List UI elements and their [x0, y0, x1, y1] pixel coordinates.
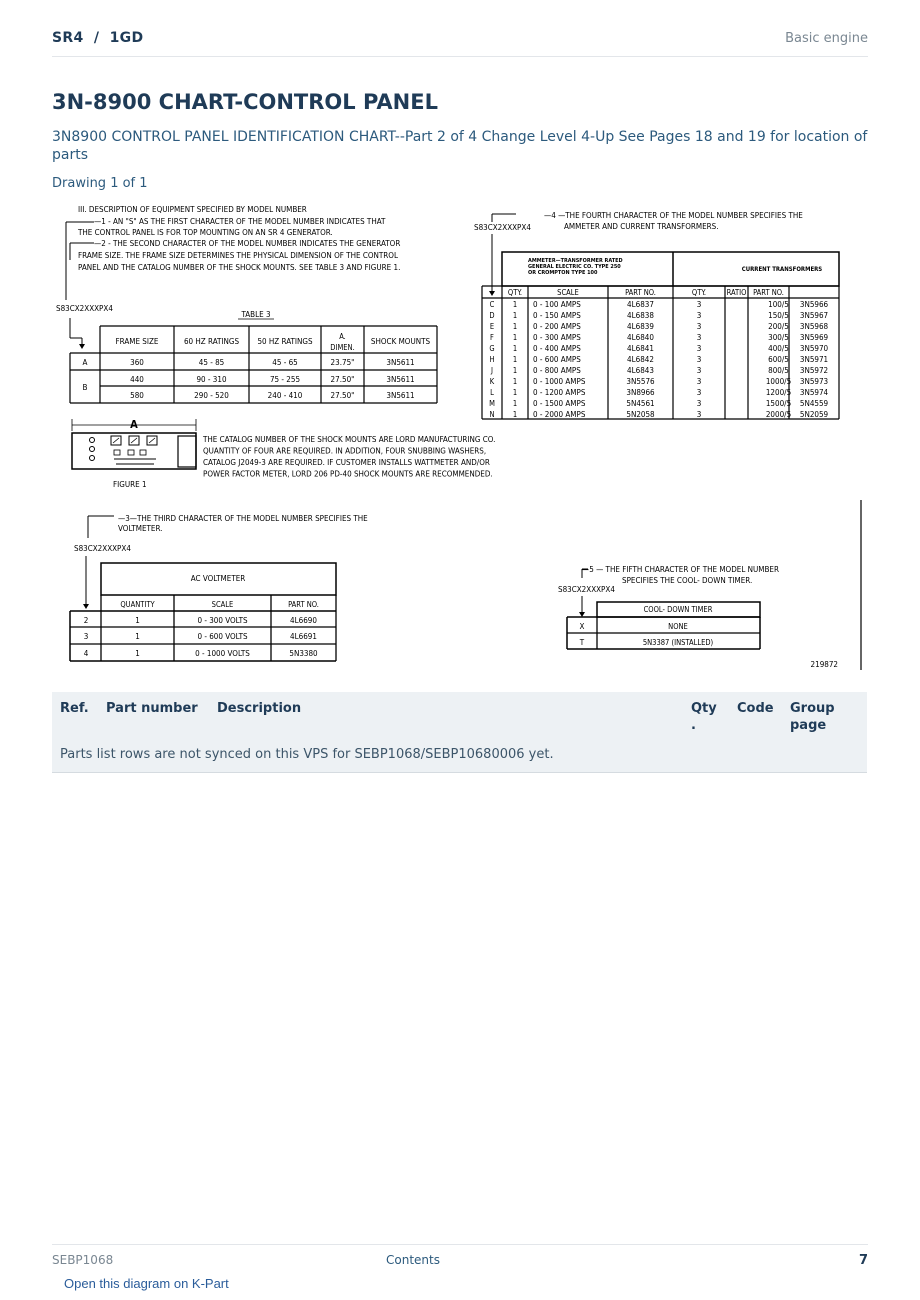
table3-header: SHOCK MOUNTS: [370, 337, 431, 346]
voltmeter-header: PART NO.: [288, 600, 319, 609]
voltmeter-header: SCALE: [211, 600, 234, 609]
table3-header: 50 HZ RATINGS: [257, 337, 313, 346]
ammeter-cell: 0 - 100 AMPS: [533, 300, 581, 309]
page-title: 3N-8900 CHART-CONTROL PANEL: [52, 90, 438, 114]
ct-cell: 3N5974: [799, 388, 829, 397]
table3-cell: 580: [130, 391, 144, 400]
timer-header: COOL- DOWN TIMER: [643, 605, 713, 614]
voltmeter-cell: 0 - 1000 VOLTS: [195, 649, 250, 658]
ct-cell: 300/5: [768, 333, 789, 342]
figure1-note: THE CATALOG NUMBER OF THE SHOCK MOUNTS ARE LORD MANUFACTURING CO.: [203, 435, 496, 444]
model-number: S83CX2XXXPX4: [56, 304, 113, 313]
document-id: SEBP1068: [52, 1253, 114, 1267]
table3-cell: 3N5611: [386, 391, 415, 400]
ct-cell: 3N5966: [799, 300, 829, 309]
breadcrumb[interactable]: SR4 / 1GD: [52, 30, 144, 46]
ammeter-cell: 1: [512, 399, 518, 408]
voltmeter-row-code: 4: [83, 649, 89, 658]
section-label: Basic engine: [785, 31, 868, 46]
table3-cell: 27.50": [330, 391, 355, 400]
ct-cell: 3N5969: [799, 333, 829, 342]
section4-text: AMMETER AND CURRENT TRANSFORMERS.: [564, 222, 719, 231]
section3-text: —1 - AN "S" AS THE FIRST CHARACTER OF THE MODEL NUMBER INDICATES THAT: [94, 217, 386, 226]
ammeter-header: QTY.: [507, 288, 523, 297]
ct-cell: 100/5: [768, 300, 789, 309]
ct-cell: 1500/5: [765, 399, 792, 408]
timer-row-code: X: [579, 622, 585, 631]
voltmeter-row-code: 2: [83, 616, 89, 625]
ct-cell: 3: [696, 366, 702, 375]
ct-cell: 3: [696, 410, 702, 419]
ammeter-row-code: N: [489, 410, 495, 419]
ct-cell: 400/5: [768, 344, 789, 353]
page-subtitle: 3N8900 CONTROL PANEL IDENTIFICATION CHART--Part 2 of 4 Change Level 4-Up See Pages 18 and 19 for location of parts: [52, 129, 868, 163]
ct-cell: 1200/5: [765, 388, 792, 397]
section3v-text: VOLTMETER.: [118, 524, 163, 533]
voltmeter-row-code: 3: [83, 632, 89, 641]
ct-cell: 5N2059: [799, 410, 829, 419]
section5-text: SPECIFIES THE COOL- DOWN TIMER.: [622, 576, 753, 585]
voltmeter-header: QUANTITY: [120, 600, 155, 609]
ct-cell: 3: [696, 300, 702, 309]
ammeter-header: PART NO.: [625, 288, 656, 297]
drawing-line: [113, 438, 119, 443]
ammeter-cell: 1: [512, 311, 518, 320]
figure1-caption: FIGURE 1: [113, 480, 147, 489]
ammeter-row-code: M: [489, 399, 495, 408]
figure1-dimension: A: [130, 418, 138, 431]
ammeter-cell: 4L6838: [627, 311, 654, 320]
table3-cell: 75 - 255: [269, 375, 301, 384]
panel-knob: [90, 438, 95, 443]
section5-text: —5 — THE FIFTH CHARACTER OF THE MODEL NUMBER: [582, 565, 779, 574]
ammeter-cell: 1: [512, 322, 518, 331]
table3-row-code: A: [82, 358, 88, 367]
ammeter-cell: 4L6842: [627, 355, 654, 364]
col-description: Description: [217, 701, 302, 716]
voltmeter-group-title: AC VOLTMETER: [190, 574, 246, 583]
col-part-number: Part number: [106, 701, 198, 716]
ammeter-row-code: L: [490, 388, 494, 397]
table3-cell: 45 - 65: [272, 358, 298, 367]
ammeter-row-code: D: [489, 311, 495, 320]
timer-cell: NONE: [668, 622, 688, 631]
ammeter-row-code: E: [489, 322, 495, 331]
ammeter-cell: 1: [512, 410, 518, 419]
diagram-image: [56, 200, 868, 675]
voltmeter-cell: 4L6690: [290, 616, 317, 625]
ammeter-row-code: C: [489, 300, 495, 309]
ct-cell: 200/5: [768, 322, 789, 331]
ammeter-cell: 0 - 200 AMPS: [533, 322, 581, 331]
ct-cell: 3N5967: [799, 311, 829, 320]
drawing-number: 219872: [810, 660, 838, 669]
ammeter-cell: 5N4561: [626, 399, 655, 408]
ammeter-cell: 4L6840: [627, 333, 654, 342]
ammeter-cell: 0 - 300 AMPS: [533, 333, 581, 342]
model-number: S83CX2XXXPX4: [474, 223, 531, 232]
table3-cell: 360: [130, 358, 144, 367]
ammeter-group-title: OR CROMPTON TYPE 100: [528, 270, 598, 276]
ammeter-cell: 4L6839: [627, 322, 654, 331]
table3-cell: 290 - 520: [194, 391, 229, 400]
ct-cell: 3: [696, 399, 702, 408]
drawing-label: Drawing 1 of 1: [52, 176, 148, 191]
voltmeter-cell: 1: [135, 649, 140, 658]
ammeter-row-code: J: [491, 366, 493, 375]
ammeter-cell: 1: [512, 300, 518, 309]
ammeter-header: PART NO.: [753, 288, 784, 297]
figure1-note: POWER FACTOR METER, LORD 206 PD-40 SHOCK MOUNTS ARE RECOMMENDED.: [203, 469, 493, 479]
table3-header: DIMEN.: [330, 343, 355, 352]
section3-text: III. DESCRIPTION OF EQUIPMENT SPECIFIED BY MODEL NUMBER: [78, 205, 307, 214]
section3-text: PANEL AND THE CATALOG NUMBER OF THE SHOCK MOUNTS. SEE TABLE 3 AND FIGURE 1.: [78, 263, 401, 272]
table3-cell: 23.75": [330, 358, 355, 367]
ct-cell: 2000/5: [765, 410, 792, 419]
table3-row-code: B: [82, 383, 88, 392]
ct-cell: 3: [696, 388, 702, 397]
kpart-link[interactable]: Open this diagram on K-Part: [64, 1276, 229, 1291]
model-number: S83CX2XXXPX4: [558, 585, 615, 594]
voltmeter-cell: 4L6691: [290, 632, 317, 641]
timer-row-code: T: [579, 638, 585, 647]
ct-cell: 3: [696, 322, 702, 331]
ammeter-cell: 0 - 150 AMPS: [533, 311, 581, 320]
ammeter-cell: 0 - 1000 AMPS: [533, 377, 586, 386]
table3-cell: 90 - 310: [196, 375, 227, 384]
panel-knob: [90, 447, 95, 452]
voltmeter-cell: 5N3380: [289, 649, 318, 658]
ammeter-row-code: H: [489, 355, 495, 364]
page-number: 7: [858, 1253, 868, 1268]
ammeter-cell: 1: [512, 333, 518, 342]
drawing-box: [114, 450, 120, 455]
model-number: S83CX2XXXPX4: [74, 544, 131, 553]
parts-list: [52, 692, 867, 773]
ct-cell: 3: [696, 355, 702, 364]
ammeter-cell: 1: [512, 344, 518, 353]
ct-group-title: CURRENT TRANSFORMERS: [741, 266, 823, 273]
figure1-note: QUANTITY OF FOUR ARE REQUIRED. IN ADDITION, FOUR SNUBBING WASHERS,: [203, 446, 487, 456]
arrow-head: [489, 291, 495, 296]
ct-cell: 3N5968: [799, 322, 829, 331]
ammeter-header: QTY.: [691, 288, 707, 297]
arrow-head: [79, 344, 85, 349]
ammeter-cell: 1: [512, 388, 518, 397]
section3v-text: —3—THE THIRD CHARACTER OF THE MODEL NUMBER SPECIFIES THE: [118, 514, 368, 523]
ct-cell: 3: [696, 311, 702, 320]
table3-header: FRAME SIZE: [115, 337, 159, 346]
voltmeter-cell: 0 - 300 VOLTS: [197, 616, 248, 625]
section3-text: —2 - THE SECOND CHARACTER OF THE MODEL NUMBER INDICATES THE GENERATOR: [94, 239, 401, 248]
ammeter-row-code: K: [489, 377, 495, 386]
ct-cell: 800/5: [768, 366, 789, 375]
ammeter-group-title: GENERAL ELECTRIC CO. TYPE 250: [528, 264, 621, 270]
panel-knob: [90, 456, 95, 461]
table3-cell: 240 - 410: [267, 391, 303, 400]
ammeter-cell: 3N5576: [626, 377, 655, 386]
parts-list-note: Parts list rows are not synced on this VPS for SEBP1068/SEBP10680006 yet.: [60, 747, 554, 762]
ammeter-cell: 0 - 600 AMPS: [533, 355, 581, 364]
voltmeter-cell: 0 - 600 VOLTS: [197, 632, 248, 641]
drawing-box: [128, 450, 134, 455]
table3-cell: 3N5611: [386, 358, 415, 367]
drawing-line: [149, 438, 155, 443]
ammeter-row-code: G: [489, 344, 495, 353]
ct-cell: 3N5972: [799, 366, 829, 375]
table3-cell: 440: [130, 375, 144, 384]
figure1-note: CATALOG J2049-3 ARE REQUIRED. IF CUSTOMER INSTALLS WATTMETER AND/OR: [203, 458, 490, 467]
ammeter-cell: 4L6841: [627, 344, 654, 353]
drawing-line: [131, 438, 137, 443]
ammeter-group-title: AMMETER—TRANSFORMER RATED: [528, 258, 623, 264]
contents-link[interactable]: Contents: [386, 1253, 440, 1267]
ammeter-cell: 0 - 2000 AMPS: [533, 410, 586, 419]
ct-cell: 3: [696, 333, 702, 342]
timer-cell: 5N3387 (INSTALLED): [642, 638, 714, 647]
ammeter-cell: 0 - 800 AMPS: [533, 366, 581, 375]
ct-cell: 3N5971: [799, 355, 829, 364]
section3-text: THE CONTROL PANEL IS FOR TOP MOUNTING ON AN SR 4 GENERATOR.: [78, 228, 333, 237]
col-qty: Qty .: [691, 701, 717, 733]
ammeter-cell: 1: [512, 377, 518, 386]
ct-cell: 1000/5: [765, 377, 792, 386]
arrow-head: [83, 604, 89, 609]
col-ref: Ref.: [60, 701, 89, 716]
drawing-box: [178, 436, 196, 467]
ammeter-cell: 3N8966: [626, 388, 655, 397]
ammeter-row-code: F: [490, 333, 494, 342]
ammeter-cell: 1: [512, 366, 518, 375]
table3-header: A.: [339, 332, 346, 341]
ammeter-cell: 0 - 1200 AMPS: [533, 388, 586, 397]
ct-cell: 600/5: [768, 355, 789, 364]
table3-header: 60 HZ RATINGS: [183, 337, 240, 346]
ct-cell: 3: [696, 377, 702, 386]
ct-cell: 5N4559: [799, 399, 829, 408]
ammeter-cell: 0 - 400 AMPS: [533, 344, 581, 353]
ammeter-header: SCALE: [557, 288, 579, 297]
ammeter-cell: 0 - 1500 AMPS: [533, 399, 586, 408]
table3-cell: 27.50": [330, 375, 355, 384]
ct-cell: 3N5970: [799, 344, 829, 353]
page-header: [52, 28, 868, 57]
ammeter-header: RATIO: [726, 288, 747, 297]
ammeter-cell: 4L6843: [627, 366, 654, 375]
ct-cell: 150/5: [768, 311, 789, 320]
table3-title: TABLE 3: [241, 310, 271, 319]
col-code: Code: [737, 701, 774, 716]
ammeter-cell: 5N2058: [626, 410, 655, 419]
section3-text: FRAME SIZE. THE FRAME SIZE DETERMINES THE PHYSICAL DIMENSION OF THE CONTROL: [78, 251, 398, 260]
parts-list-header: [52, 692, 867, 744]
drawing-box: [140, 450, 146, 455]
table3-cell: 45 - 85: [198, 358, 225, 367]
table3-cell: 3N5611: [386, 375, 415, 384]
voltmeter-cell: 1: [135, 632, 140, 641]
ammeter-cell: 1: [512, 355, 518, 364]
ct-cell: 3N5973: [799, 377, 829, 386]
col-group-page: Group page: [790, 701, 835, 733]
ammeter-cell: 4L6837: [627, 300, 654, 309]
voltmeter-cell: 1: [135, 616, 140, 625]
ct-cell: 3: [696, 344, 702, 353]
page-footer: [52, 1244, 868, 1269]
section4-text: —4 —THE FOURTH CHARACTER OF THE MODEL NUMBER SPECIFIES THE: [544, 211, 803, 220]
